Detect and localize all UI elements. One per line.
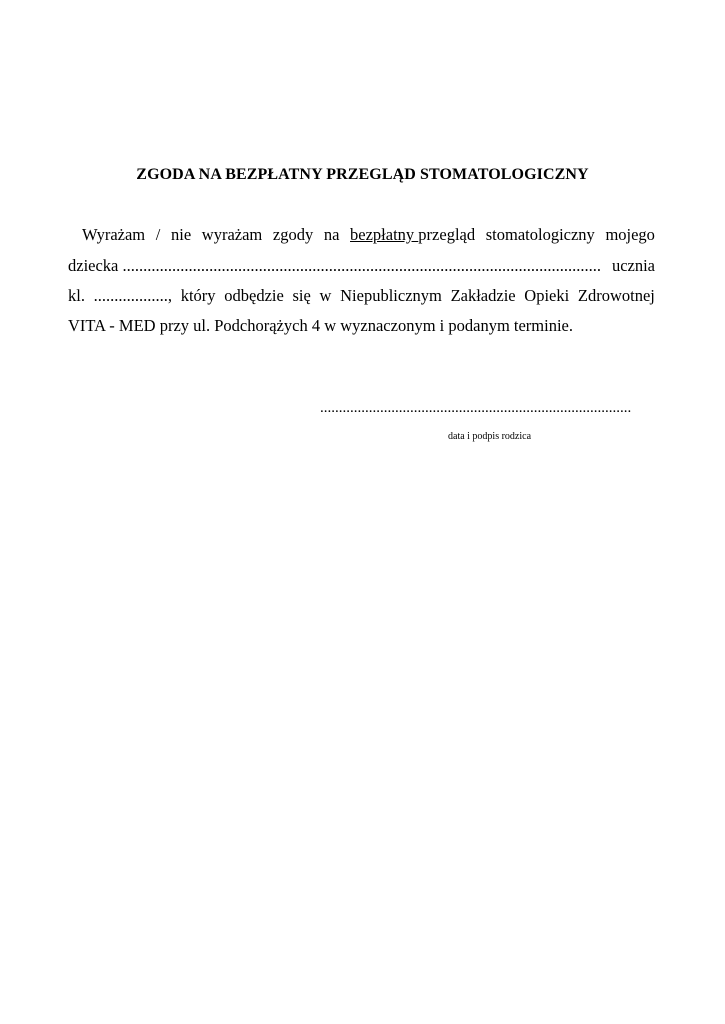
word: stomatologiczny (485, 225, 595, 244)
word: Opieki (524, 286, 570, 305)
document-title: ZGODA NA BEZPŁATNY PRZEGLĄD STOMATOLOGICZNY (136, 166, 589, 183)
word: Zakładzie (450, 286, 516, 305)
word: na (323, 225, 340, 244)
word: wyrażam (201, 225, 263, 244)
signature-caption: data i podpis rodzica (448, 431, 532, 442)
word: / (155, 225, 161, 244)
underlined-word: bezpłatny (350, 225, 419, 244)
word: Niepublicznym (340, 286, 442, 305)
word: nie (170, 225, 192, 244)
signature-line: ................................................................................... (320, 400, 632, 416)
body-line-4: VITA - MED przy ul. Podchorążych 4 w wyznaczonym i podanym terminie. (68, 316, 574, 335)
word: który (180, 286, 216, 305)
word: kl. (68, 286, 85, 305)
body-line-2 (68, 256, 655, 276)
word: ucznia (611, 256, 655, 275)
word: przegląd (418, 225, 476, 244)
word: Wyrażam (82, 225, 146, 244)
word: zgody (272, 225, 314, 244)
body-line-1 (68, 225, 655, 245)
word: w (319, 286, 332, 305)
child-name-blank: dziecka .................................................................................................................... (68, 256, 602, 275)
word: się (292, 286, 311, 305)
class-blank: .................., (93, 286, 173, 305)
word: mojego (605, 225, 655, 244)
word: Zdrowotnej (577, 286, 655, 305)
body-line-3 (68, 286, 655, 306)
word: odbędzie (224, 286, 284, 305)
free-exam-phrase (350, 225, 475, 245)
